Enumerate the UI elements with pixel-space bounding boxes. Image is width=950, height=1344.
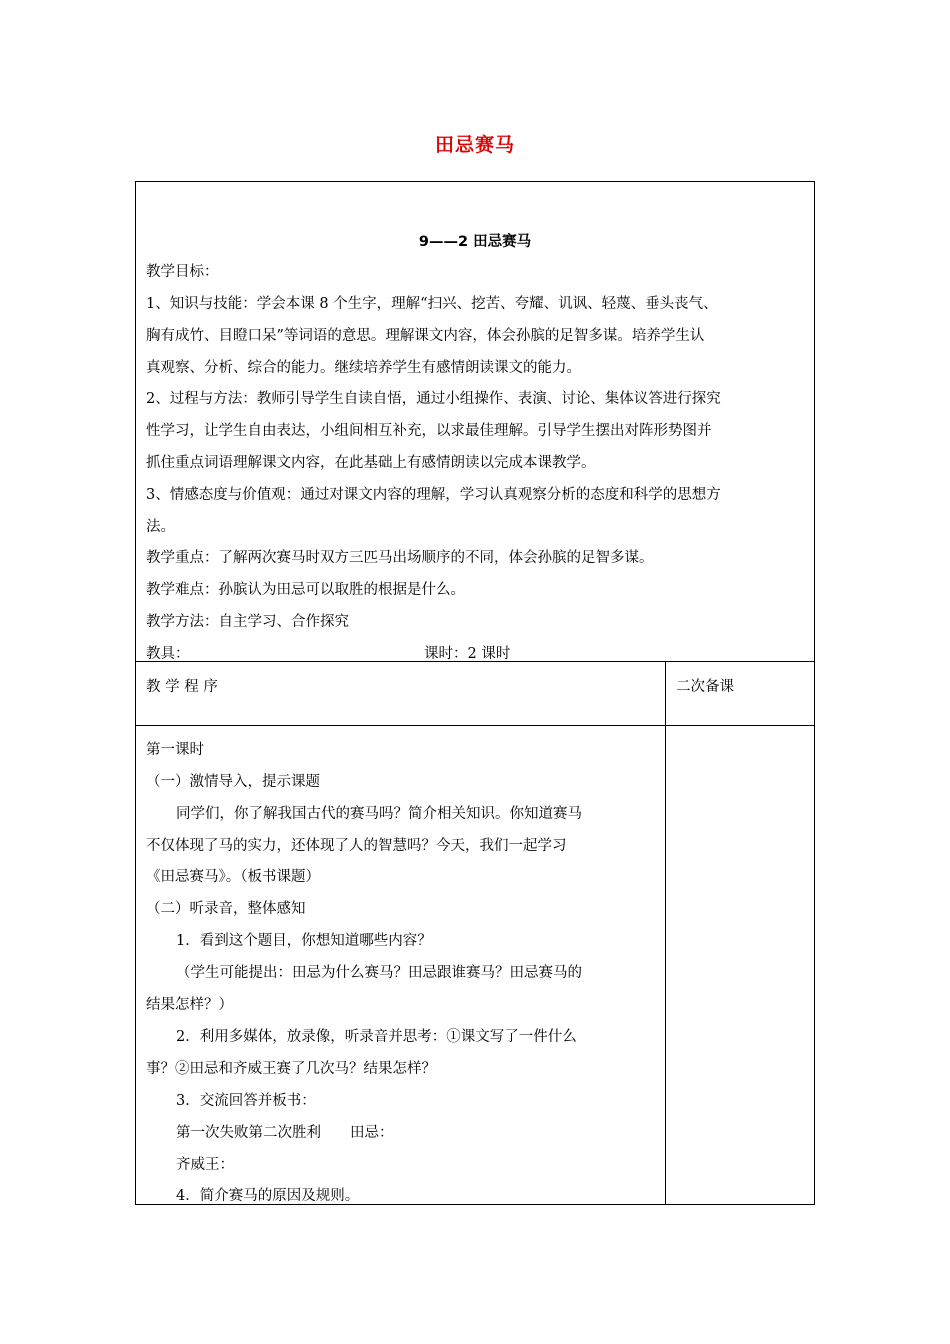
tools-label: 教具： (146, 646, 190, 662)
procedure-line: 结果怎样？） (146, 997, 233, 1013)
procedure-line: （学生可能提出：田忌为什么赛马？田忌跟谁赛马？田忌赛马的 (176, 965, 582, 981)
objective-line: 胸有成竹、目瞪口呆”等词语的意思。理解课文内容，体会孙膑的足智多谋。培养学生认 (146, 328, 705, 344)
difficult-point: 教学难点：孙膑认为田忌可以取胜的根据是什么。 (146, 582, 465, 598)
objectives-heading: 教学目标： (146, 264, 219, 280)
procedure-line: 4．简介赛马的原因及规则。 (176, 1188, 360, 1204)
key-point: 教学重点：了解两次赛马时双方三匹马出场顺序的不同，体会孙膑的足智多谋。 (146, 550, 654, 566)
procedure-line: 第一课时 (146, 742, 204, 758)
objective-line: 真观察、分析、综合的能力。继续培养学生有感情朗读课文的能力。 (146, 360, 581, 376)
procedure-line: 1．看到这个题目，你想知道哪些内容？ (176, 933, 432, 949)
procedure-line: 《田忌赛马》。（板书课题） (146, 869, 320, 885)
second-prep-header: 二次备课 (676, 679, 734, 695)
objective-line: 性学习，让学生自由表达，小组间相互补充，以求最佳理解。引导学生摆出对阵形势图并 (146, 423, 712, 439)
procedure-line: 同学们，你了解我国古代的赛马吗？简介相关知识。你知道赛马 (176, 806, 582, 822)
procedure-line: 第一次失败第二次胜利 田忌： (176, 1125, 394, 1141)
procedure-line: （二）听录音，整体感知 (146, 901, 306, 917)
lesson-plan-table (135, 181, 815, 1205)
row-divider (136, 725, 814, 726)
procedure-line: 不仅体现了马的实力，还体现了人的智慧吗？今天，我们一起学习 (146, 838, 567, 854)
document-title: 田忌赛马 (434, 134, 515, 156)
class-hours: 课时：2 课时 (424, 646, 511, 662)
objective-line: 3、情感态度与价值观：通过对课文内容的理解，学习认真观察分析的态度和科学的思想方 (146, 487, 721, 503)
procedure-line: （一）激情导入，提示课题 (146, 774, 320, 790)
objective-line: 法。 (146, 519, 175, 535)
procedure-line: 事？②田忌和齐威王赛了几次马？结果怎样？ (146, 1061, 436, 1077)
procedure-header: 教 学 程 序 (146, 679, 218, 695)
objective-line: 1、知识与技能：学会本课 8 个生字，理解“扫兴、挖苦、夸耀、讥讽、轻蔑、垂头丧气、 (146, 296, 718, 312)
objective-line: 抓住重点词语理解课文内容，在此基础上有感情朗读以完成本课教学。 (146, 455, 596, 471)
lesson-title: 9——2 田忌赛马 (418, 234, 532, 250)
procedure-line: 3．交流回答并板书： (176, 1093, 316, 1109)
teaching-method: 教学方法：自主学习、合作探究 (146, 614, 349, 630)
procedure-line: 2．利用多媒体，放录像，听录音并思考：①课文写了一件什么 (176, 1029, 577, 1045)
objective-line: 2、过程与方法：教师引导学生自读自悟，通过小组操作、表演、讨论、集体议答进行探究 (146, 391, 721, 407)
procedure-line: 齐威王： (176, 1157, 234, 1173)
column-divider (665, 661, 666, 1204)
row-divider (136, 661, 814, 662)
